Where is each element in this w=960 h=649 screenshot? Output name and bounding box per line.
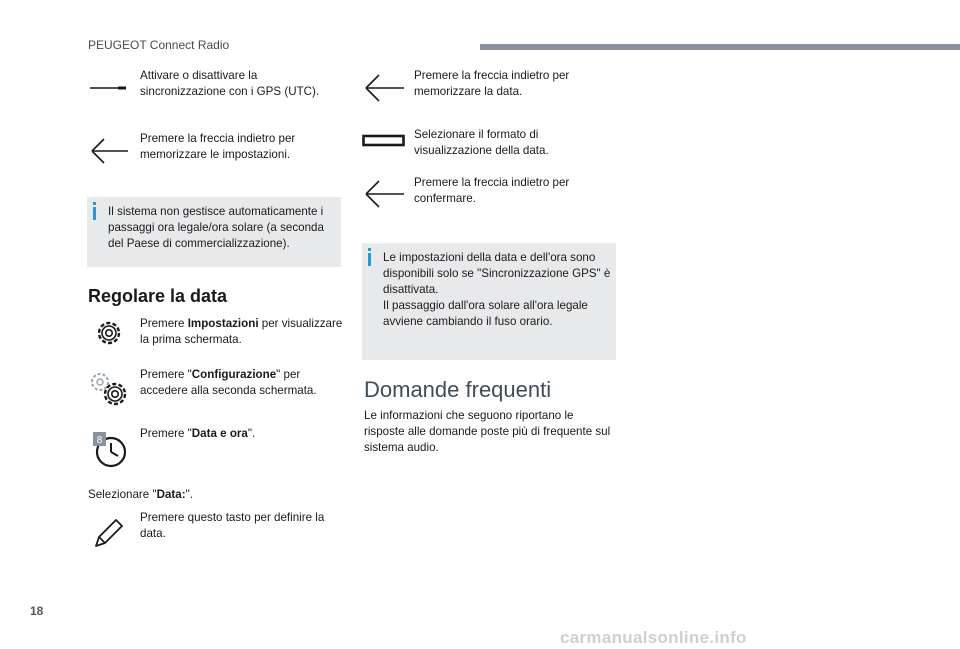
step-text: Attivare o disattivare la sincronizzazione con i GPS (UTC).: [140, 69, 320, 98]
pencil-icon: [92, 516, 126, 555]
info-text: Il sistema non gestisce automaticamente i passaggi ora legale/ora solare (a seconda del Paese di commercializzazione).: [108, 205, 324, 250]
back-arrow-icon: [362, 72, 406, 109]
header-bar: [480, 44, 960, 50]
running-header: PEUGEOT Connect Radio: [88, 38, 230, 52]
watermark: carmanualsonline.info: [560, 628, 747, 647]
step-text: Premere "Configurazione" per accedere alla seconda schermata.: [140, 368, 317, 397]
section-title: Regolare la data: [88, 286, 228, 306]
settings-config-icon: [88, 370, 132, 415]
info-box: [87, 197, 341, 267]
page-number: 18: [30, 604, 44, 618]
step-text: Premere "Data e ora".: [140, 427, 256, 440]
gear-icon: [94, 318, 124, 353]
step-text: Premere questo tasto per definire la data.: [140, 511, 325, 540]
faq-title: Domande frequenti: [364, 377, 552, 402]
select-instruction: Selezionare "Data:".: [88, 488, 193, 501]
info-icon: [93, 207, 96, 220]
step-text: Premere la freccia indietro per memorizzare la data.: [414, 69, 570, 98]
clock-icon: [90, 428, 130, 475]
step-text: Premere la freccia indietro per memorizzare le impostazioni.: [140, 132, 296, 161]
info-box: [362, 243, 616, 360]
info-text: Le impostazioni della data e dell'ora sono disponibili solo se "Sincronizzazione GPS" è disattivata. Il passaggio dall'ora solare all'ora legale avviene cambiando il fuso orario.: [383, 251, 611, 328]
step-text: Premere la freccia indietro per confermare.: [414, 176, 570, 205]
back-arrow-icon: [88, 136, 130, 171]
back-arrow-icon: [362, 178, 406, 215]
info-icon: [368, 253, 371, 266]
step-text: Premere Impostazioni per visualizzare la prima schermata.: [140, 317, 343, 346]
svg-text:8: 8: [96, 435, 103, 446]
faq-text: Le informazioni che seguono riportano le risposte alle domande poste più di frequente sul sistema audio.: [364, 409, 611, 454]
format-bar-icon: [362, 134, 406, 153]
toggle-line-icon: [88, 80, 128, 98]
step-text: Selezionare il formato di visualizzazione della data.: [414, 128, 549, 157]
